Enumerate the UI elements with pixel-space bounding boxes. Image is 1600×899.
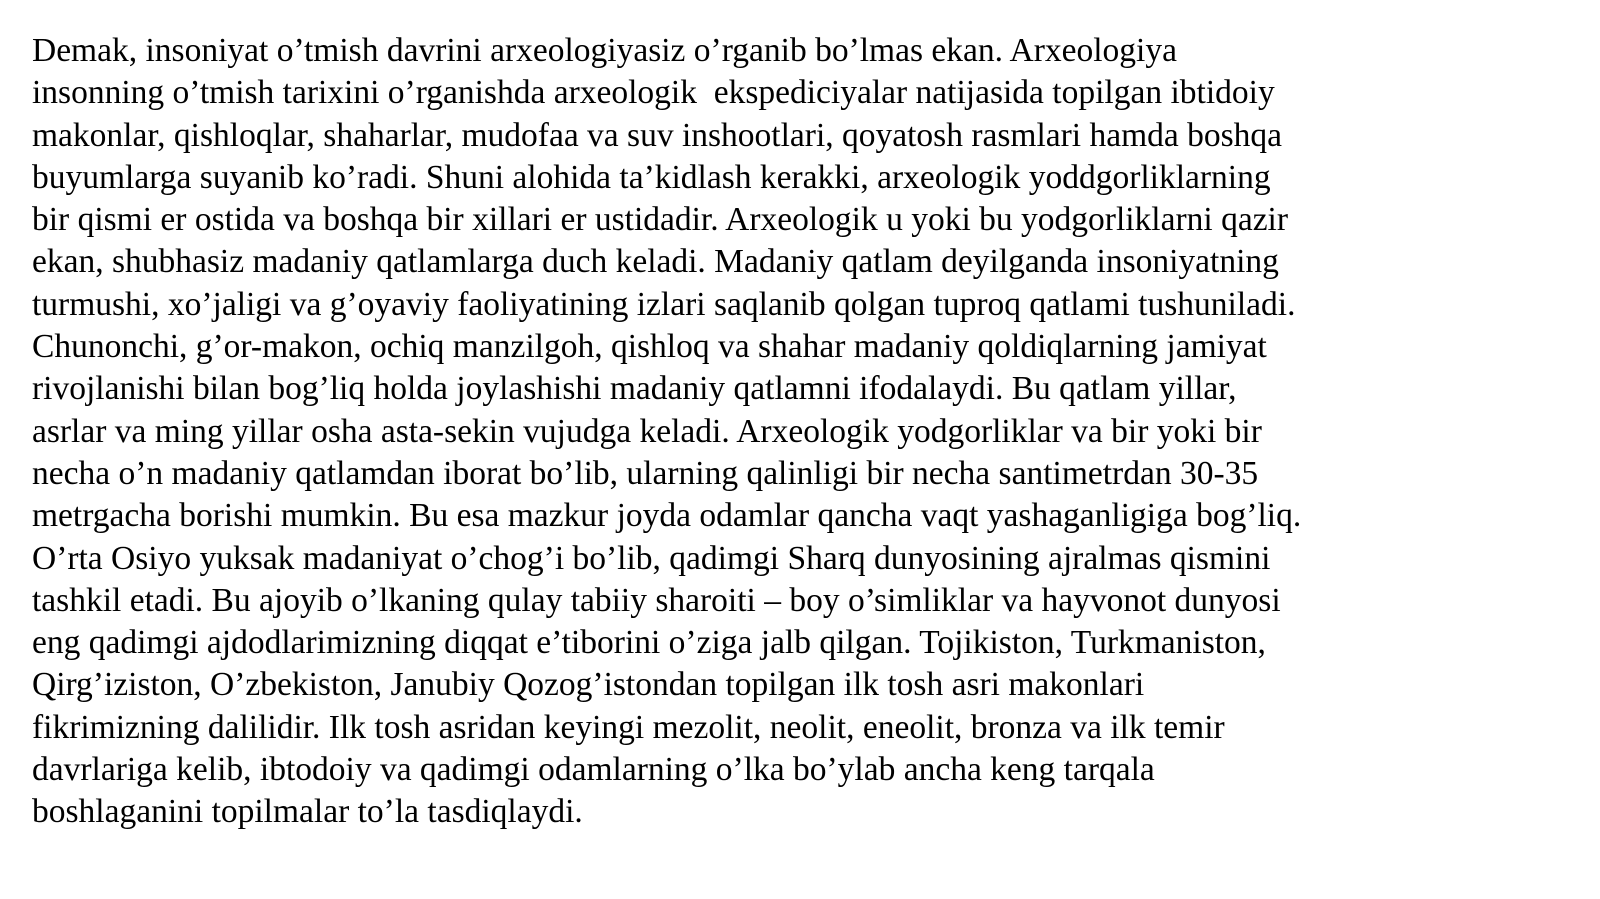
- text-line: asrlar va ming yillar osha asta-sekin vujudga keladi. Arxeologik yodgorliklar va bir yoki bir: [32, 412, 1262, 450]
- text-line: ekan, shubhasiz madaniy qatlamlarga duch keladi. Madaniy qatlam deyilganda insoniyatning: [32, 243, 1279, 281]
- text-line: buyumlarga suyanib ko’radi. Shuni alohida ta’kidlash kerakki, arxeologik yoddgorliklarning: [32, 158, 1271, 196]
- text-line: eng qadimgi ajdodlarimizning diqqat e’tiborini o’ziga jalb qilgan. Tojikiston, Turkmaniston,: [32, 624, 1266, 662]
- text-line: Demak, insoniyat o’tmish davrini arxeologiyasiz o’rganib bo’lmas ekan. Arxeologiya: [32, 32, 1177, 69]
- text-line: metrgacha borishi mumkin. Bu esa mazkur joyda odamlar qancha vaqt yashaganligiga bog’liq.: [32, 497, 1302, 535]
- text-line: Qirg’iziston, O’zbekiston, Janubiy Qozog’istondan topilgan ilk tosh asri makonlari: [32, 666, 1145, 704]
- text-line: insonning o’tmish tarixini o’rganishda arxeologik ekspediciyalar natijasida topilgan ibtidoiy: [32, 74, 1275, 112]
- text-line: boshlaganini topilmalar to’la tasdiqlaydi.: [32, 793, 583, 831]
- text-line: tashkil etadi. Bu ajoyib o’lkaning qulay tabiiy sharoiti – boy o’simliklar va hayvonot dunyosi: [32, 581, 1281, 619]
- text-line: necha o’n madaniy qatlamdan iborat bo’lib, ularning qalinligi bir necha santimetrdan 30-35: [32, 454, 1259, 492]
- text-line: rivojlanishi bilan bog’liq holda joylashishi madaniy qatlamni ifodalaydi. Bu qatlam yillar,: [32, 370, 1237, 408]
- text-line: O’rta Osiyo yuksak madaniyat o’chog’i bo’lib, qadimgi Sharq dunyosining ajralmas qismini: [32, 539, 1271, 577]
- text-line: turmushi, xo’jaligi va g’oyaviy faoliyatining izlari saqlanib qolgan tuproq qatlami tushuniladi.: [32, 285, 1296, 323]
- text-line: fikrimizning dalilidir. Ilk tosh asridan keyingi mezolit, neolit, eneolit, bronza va ilk temir: [32, 708, 1225, 746]
- text-line: davrlariga kelib, ibtodoiy va qadimgi odamlarning o’lka bo’ylab ancha keng tarqala: [32, 751, 1155, 789]
- document-paragraph: [32, 30, 1580, 834]
- text-line: Chunonchi, g’or-makon, ochiq manzilgoh, qishloq va shahar madaniy qoldiqlarning jamiyat: [32, 328, 1267, 366]
- text-line: makonlar, qishloqlar, shaharlar, mudofaa va suv inshootlari, qoyatosh rasmlari hamda boshqa: [32, 116, 1283, 154]
- text-line: bir qismi er ostida va boshqa bir xillari er ustidadir. Arxeologik u yoki bu yodgorliklarni qazir: [32, 201, 1289, 239]
